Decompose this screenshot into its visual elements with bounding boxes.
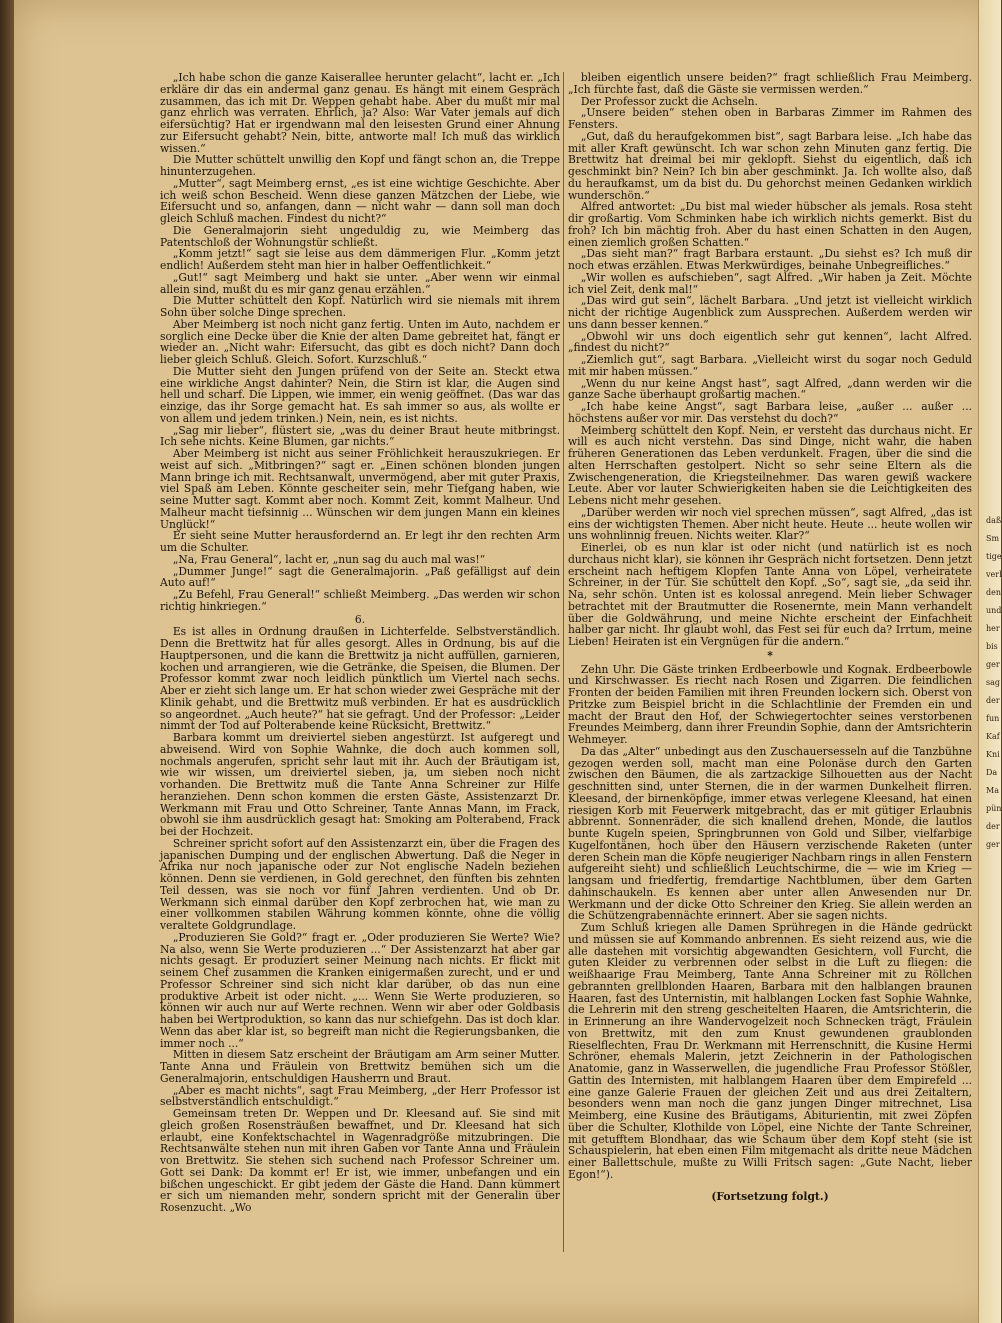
paragraph: Die Generalmajorin sieht ungeduldig zu, wie Meimberg das Patentschloß der Wohnungstür schließt.	[160, 223, 560, 249]
paragraph: „Komm jetzt!“ sagt sie leise aus dem dämmerigen Flur. „Komm jetzt endlich! Außerdem steht man hier in halber Oeffentlichkeit.“	[160, 247, 560, 272]
edge-fragment: pün	[986, 804, 1002, 813]
paragraph: „Ich habe keine Angst“, sagt Barbara leise, „außer ... außer ... höchstens außer vor mir. Das verstehst du doch?“	[568, 400, 972, 425]
left-column-paragraphs	[160, 72, 560, 613]
paragraph: Einerlei, ob es nun klar ist oder nicht (und natürlich ist es noch durchaus nicht klar), sie können ihr Gespräch nicht fortsetzen. Denn jetzt erscheint nach heftigem Klopfen Tante Anna von Löpel, verheiratete Schreiner, in der Tür. Sie schüttelt den Kopf. „So“, sagt sie, „da seid ihr. Na, sehr schön. Unten ist es kolossal anregend. Mein lieber Schwager betrachtet mit der Brautmutter die Rosenernte, mein Mann verhandelt über die Goldwährung, und meine Nichte erscheint der Einfachheit halber gar nicht. Ihr glaubt wohl, das Fest sei für euch da? Irrtum, meine Lieben! Heiraten ist ein Vergnügen für die andern.“	[568, 541, 972, 648]
paragraph: „Wir wollen es aufschieben“, sagt Alfred. „Wir haben ja Zeit. Möchte ich viel Zeit, denk mal!“	[568, 270, 972, 296]
paragraph: Die Mutter sieht den Jungen prüfend von der Seite an. Steckt etwa eine wirkliche Angst dahinter? Nein, die Stirn ist klar, die Augen sind hell und scharf. Die Lippen, wie immer, ein wenig geöffnet. (Das war das einzige, das ihr Sorge gemacht hat. Es sah immer so aus, als wollte er von allem und jedem trinken.) Nein, nein, es ist nichts.	[160, 364, 560, 425]
paragraph: bleiben eigentlich unsere beiden?“ fragt schließlich Frau Meimberg. „Ich fürchte fast, daß die Gäste sie vermissen werden.“	[568, 71, 972, 96]
paragraph: Die Mutter schüttelt unwillig den Kopf und fängt schon an, die Treppe hinunterzugehen.	[160, 153, 560, 178]
edge-fragment: sag	[986, 678, 1000, 687]
section-break-star: *	[767, 648, 773, 662]
edge-fragment: ger	[986, 840, 1000, 849]
paragraph: Barbara kommt um dreiviertel sieben angestürzt. Ist aufgeregt und abweisend. Wird von Sophie Wahnke, die doch auch kommen soll, nochmals angerufen, spricht sehr laut mit ihr. Auch der Bräutigam ist, wie wir wissen, um dreiviertel sieben, ja, um sieben noch nicht vorhanden. Die Brettwitz muß die Tante Anna Schreiner zur Hilfe heranziehen. Denn schon kommen die ersten Gäste, Assistenzarzt Dr. Werkmann mit Frau und Otto Schreiner, Tante Annas Mann, im Frack, obwohl sie ihm ausdrücklich gesagt hat: Smoking am Polterabend, Frack bei der Hochzeit.	[160, 731, 560, 838]
edge-fragment: Da	[986, 768, 998, 777]
edge-fragment: ger	[986, 660, 1000, 669]
paragraph: Aber Meimberg ist noch nicht ganz fertig. Unten im Auto, nachdem er sorglich eine Decke über die Knie der alten Dame gebreitet hat, fängt er wieder an. „Nicht wahr: Eifersucht, das gibt es doch nicht? Dann doch lieber gleich Schluß. Gleich. Sofort. Kurzschluß.“	[160, 317, 560, 366]
left-column-paragraphs-part2	[160, 626, 560, 1214]
edge-fragment: Kaf	[986, 732, 1000, 741]
paragraph: „Unsere beiden“ stehen oben in Barbaras Zimmer im Rahmen des Fensters.	[568, 106, 972, 131]
edge-fragment: fun	[986, 714, 1000, 723]
paragraph: Zehn Uhr. Die Gäste trinken Erdbeerbowle und Kognak. Erdbeerbowle und Kirschwasser. Es riecht nach Rosen und Zigarren. Die feindlichen Fronten der beiden Familien mit ihren Freunden lockern sich. Oberst von Pritzke zum Beispiel bricht in die Schlachtlinie der Fremden ein und macht der Braut den Hof, der Schwiegertochter seines verstorbenen Freundes Meimberg, dann ihrer Freundin Sophie, dann der Amtsrichterin Wehmeyer.	[568, 662, 972, 746]
paragraph: Die Mutter schüttelt den Kopf. Natürlich wird sie niemals mit ihrem Sohn über solche Dinge sprechen.	[160, 294, 560, 319]
paragraph: Er sieht seine Mutter herausfordernd an. Er legt ihr den rechten Arm um die Schulter.	[160, 529, 560, 554]
paragraph: Da das „Alter“ unbedingt aus den Zuschauersesseln auf die Tanzbühne gezogen werden soll, macht man eine Polonäse durch den Garten zwischen den Bäumen, die als zartzackige Silhouetten aus der Nacht geschnitten sind, unter Sternen, die in der warmen Dunkelheit flirren. Kleesand, der birnenköpfige, immer etwas verlegene Kleesand, hat einen riesigen Korb mit Feuerwerk mitgebracht, das er mit gütiger Erlaubnis abbrennt. Sonnenräder, die sich knallend drehen, Monde, die lautlos bunte Kugeln speien, Springbrunnen von Gold und Silber, vielfarbige Kugelfontänen, hoch über den Häusern verzischende Raketen (unter deren Schein man die Köpfe neugieriger Nachbarn rings in allen Fenstern aufgereiht sieht) und schließlich Leuchtschirme, die — wie im Krieg — langsam und friedfertig, fremdartige Nachtblumen, über dem Garten dahinschaukeln. Es kennen aber unter allen Anwesenden nur Dr. Werkmann und der dicke Otto Schreiner den Krieg. Sie allein werden an die Schützengrabennächte erinnert. Aber sie sagen nichts.	[568, 744, 972, 923]
paragraph: Aber Meimberg ist nicht aus seiner Fröhlichkeit herauszukriegen. Er weist auf sich. „Mitbringen?“ sagt er. „Einen schönen blonden jungen Mann bringe ich mit. Rechtsanwalt, unvermögend, aber mit guter Praxis, viel Spaß am Leben. Könnte gescheiter sein, mehr Tiefgang haben, wie seine Mutter sagt. Kommt aber noch. Kommt Zeit, kommt Malheur. Und Malheur macht tiefsinnig ... Wünschen wir dem jungen Mann ein kleines Unglück!“	[160, 447, 560, 531]
paragraph: „Ziemlich gut“, sagt Barbara. „Vielleicht wirst du sogar noch Geduld mit mir haben müssen.“	[568, 353, 972, 378]
right-column-paragraphs-part2	[568, 664, 972, 1181]
paragraph: „Das sieht man?“ fragt Barbara erstaunt. „Du siehst es? Ich muß dir noch etwas erzählen. Etwas Merkwürdiges, beinahe Unbegreifliches.“	[568, 247, 972, 272]
edge-fragment: bis	[986, 642, 998, 651]
paragraph: Schreiner spricht sofort auf den Assistenzarzt ein, über die Fragen des japanischen Dumping und der englischen Abwertung. Daß die Neger in Afrika nur noch japanische oder zur Not englische Nadeln beziehen können. Denn sie verdienen, in Gold gerechnet, den fünften bis zehnten Teil dessen, was sie noch vor fünf Jahren verdienten. Und ob Dr. Werkmann sich einmal darüber den Kopf zerbrochen hat, wie man zu einer vollkommen stabilen Währung kommen könnte, ohne die völlig veraltete Goldgrundlage.	[160, 836, 560, 932]
edge-fragment: Sm	[986, 534, 1000, 543]
paragraph: Zum Schluß kriegen alle Damen Sprühregen in die Hände gedrückt und müssen sie auf Kommando anbrennen. Es sieht reizend aus, wie die alle dastehen mit vorsichtig abgewandten Gesichtern, voll Furcht, die guten Kleider zu verbrennen oder selbst in die Luft zu fliegen: die weißhaarige Frau Meimberg, Tante Anna Schreiner mit zu Röllchen gebrannten grellblonden Haaren, Barbara mit den halblangen braunen Haaren, fast des Unternistin, mit halblangen Locken fast Sophie Wahnke, die Lehrerin mit den streng gescheitelten Haaren, die Amtsrichterin, die in Erinnerung an ihre Wandervogelzeit noch Schnecken trägt, Fräulein von Brettwitz, mit den zum Knust gewundenen graublonden Rieselflechten, Frau Dr. Werkmann mit Herrenschnitt, die Kusine Hermi Schröner, ehemals Malerin, jetzt Zeichnerin in der Pathologischen Anatomie, ganz in Wasserwellen, die jugendliche Frau Professor Stößler, Gattin des Internisten, mit halblangem Haaren über dem Empirefeld ... eine ganze Galerie Frauen der gleichen Zeit und aus drei Zeitaltern, besonders wenn man noch die ganz jungen Dinger mitrechnet, Lisa Meimberg, eine Kusine des Bräutigams, Abiturientin, mit zwei Zöpfen über die Schulter, Klothilde von Löpel, eine Nichte der Tante Schreiner, mit getufftem Blondhaar, das wie Schaum über dem Kopf steht (sie ist Schauspielerin, hat eben einen Film mitgemacht als dritte neue Mädchen einer Ballettschule, mußte zu Willi Fritsch sagen: „Gute Nacht, lieber Egon!“).	[568, 921, 972, 1181]
continuation-note: (Fortsetzung folgt.)	[711, 1189, 829, 1203]
edge-fragment: und	[986, 606, 1002, 615]
edge-fragment: Ma	[986, 786, 999, 795]
adjacent-page-text	[986, 512, 1000, 854]
paragraph: „Ich habe schon die ganze Kaiserallee herunter gelacht“, lacht er. „Ich erkläre dir das ein andermal ganz genau. Es hängt mit einem Gespräch zusammen, das ich mit Dr. Weppen gehabt habe. Aber du mußt mir mal ganz ehrlich was verraten. Ehrlich, ja? Also: War Vater jemals auf dich eifersüchtig? Hat er irgendwann mal den leisesten Grund einer Ahnung zur Eifersucht gehabt? Nein, bitte, antworte mal! Ich muß das wirklich wissen.“	[160, 71, 560, 155]
edge-fragment: verl	[986, 570, 1002, 579]
paragraph: „Darüber werden wir noch viel sprechen müssen“, sagt Alfred, „das ist eins der wichtigsten Themen. Aber nicht heute. Heute ... heute wollen wir uns wohnlinnig freuen. Nichts weiter. Klar?“	[568, 505, 972, 543]
article-right-column	[568, 72, 972, 1252]
edge-fragment: tige	[986, 552, 1002, 561]
paragraph: „Sag mir lieber“, flüstert sie, „was du deiner Braut heute mitbringst. Ich sehe nichts. Keine Blumen, gar nichts.“	[160, 423, 560, 449]
edge-fragment: der	[986, 822, 1000, 831]
paragraph: „Das wird gut sein“, lächelt Barbara. „Und jetzt ist vielleicht wirklich nicht der richtige Augenblick zum Aussprechen. Außerdem werden wir uns dann besser kennen.“	[568, 294, 972, 331]
paragraph: „Wenn du nur keine Angst hast“, sagt Alfred, „dann werden wir die ganze Sache überhaupt großartig machen.“	[568, 376, 972, 402]
paragraph: „Produzieren Sie Gold?“ fragt er. „Oder produzieren Sie Werte? Wie? Na also, wenn Sie Werte produzieren ...“ Der Assistenzarzt hat aber gar nichts gesagt. Er produziert seiner Meinung nach nichts. Er flickt mit seinem Chef zusammen die Kranken einigermaßen zurecht, und er und Professor Schreiner sind sich nicht klar darüber, ob das nun eine produktive Arbeit ist oder nicht. „... Wenn Sie Werte produzieren, so können wir auch nur auf Werte rechnen. Wenn wir aber oder Goldbasis haben bei Wertproduktion, so kann das nur schiefgehn. Das ist doch klar. Wenn das aber klar ist, so begreift man nicht die Regierungsbanken, die immer noch ...“	[160, 930, 560, 1050]
paragraph: Gemeinsam treten Dr. Weppen und Dr. Kleesand auf. Sie sind mit gleich großen Rosensträußen bewaffnet, und Dr. Kleesand hat sich erlaubt, eine Konfektschachtel in Wagenradgröße mitzubringen. Die Rechtsanwälte stehen nun mit ihren Gaben vor Tante Anna und Fräulein von Brettwitz. Sie stehen sich suchend nach Professor Schreiner um. Gott sei Dank: Da kommt er! Er ist, wie immer, unbefangen und ein bißchen ungeschickt. Er gibt jedem der Gäste die Hand. Dann kümmert er sich um niemanden mehr, sondern spricht mit der Generalin über Rosenzucht. „Wo	[160, 1107, 560, 1214]
paragraph: Es ist alles in Ordnung draußen in Lichterfelde. Selbstverständlich. Denn die Brettwitz hat für alles gesorgt. Alles in Ordnung, bis auf die Hauptpersonen, und die kann die Brettwitz ja nicht auffüllen, garnieren, kochen und arrangieren, wie die Getränke, die Speisen, die Blumen. Der Professor kommt zwar noch leidlich pünktlich um Viertel nach sechs. Aber er zieht sich lange um. Er hat schon wieder zwei Gespräche mit der Klinik gehabt, und die Brettwitz muß verbinden. Er hat es ausdrücklich so angeordnet. „Auch heute?“ hat sie gefragt. Und der Professor: „Leider nimmt der Tod auf Polterabende keine Rücksicht, Brettwitz.“	[160, 625, 560, 733]
column-rule	[563, 72, 564, 1252]
edge-fragment: Kni	[986, 750, 1000, 759]
right-column-paragraphs	[568, 72, 972, 648]
paragraph: „Obwohl wir uns doch eigentlich sehr gut kennen“, lacht Alfred. „findest du nicht?“	[568, 329, 972, 355]
section-number: 6.	[354, 612, 366, 626]
paragraph: „Mutter“, sagt Meimberg ernst, „es ist eine wichtige Geschichte. Aber ich weiß schon Bescheid. Wenn diese ganzen Mätzchen der Liebe, wie Eifersucht und so, anfangen, dann — nicht wahr — dann soll man doch gleich Schluß machen. Findest du nicht?“	[160, 176, 560, 225]
paragraph: Der Professor zuckt die Achseln.	[580, 94, 758, 108]
edge-fragment: der	[986, 696, 1000, 705]
paragraph: „Aber es macht nichts“, sagt Frau Meimberg, „der Herr Professor ist selbstverständlich entschuldigt.“	[160, 1083, 560, 1109]
edge-fragment: her	[986, 624, 1000, 633]
paragraph: Mitten in diesem Satz erscheint der Bräutigam am Arm seiner Mutter. Tante Anna und Fräulein von Brettwitz bemühen sich um die Generalmajorin, entschuldigen Hausherrn und Braut.	[160, 1048, 560, 1085]
edge-fragment: daß	[986, 516, 1002, 525]
paragraph: Alfred antwortet: „Du bist mal wieder hübscher als jemals. Rosa steht dir großartig. Vom Schminken habe ich wirklich nichts gemerkt. Bist du froh? Ich bin mächtig froh. Aber du hast einen Schatten in den Augen, einen ziemlich großen Schatten.“	[568, 200, 972, 249]
paragraph: „Na, Frau General“, lacht er, „nun sag du auch mal was!“	[172, 552, 486, 566]
paragraph: „Gut, daß du heraufgekommen bist“, sagt Barbara leise. „Ich habe das mit aller Kraft gewünscht. Ich war schon zehn Minuten ganz fertig. Die Brettwitz hat dreimal bei mir geklopft. Siehst du eigentlich, daß ich geschminkt bin? Nein? Ich bin aber geschminkt. Ja. Ich wollte also, daß du heraufkamst, um da bist du. Du gehorchst meinen Gedanken wirklich wunderschön.“	[568, 129, 972, 202]
paragraph: Meimberg schüttelt den Kopf. Nein, er versteht das durchaus nicht. Er will es auch nicht verstehn. Das sind Dinge, nicht wahr, die haben früheren Generationen das Leben verdunkelt. Fragen, über die sind die alten Herrschaften gestolpert. Nicht so sehr seine Eltern als die Zwischengeneration, die Kriegsteilnehmer. Das waren gewiß wackere Leute. Aber vor lauter Schwierigkeiten haben sie die Leichtigkeiten des Lebens nicht mehr gesehen.	[568, 423, 972, 507]
paragraph: „Dummer Junge!“ sagt die Generalmajorin. „Paß gefälligst auf dein Auto auf!“	[160, 564, 560, 590]
paragraph: „Zu Befehl, Frau General!“ schließt Meimberg. „Das werden wir schon richtig hinkriegen.“	[160, 588, 560, 613]
paragraph: „Gut!“ sagt Meimberg und hakt sie unter. „Aber wenn wir einmal allein sind, mußt du es mir ganz genau erzählen.“	[160, 270, 560, 296]
edge-fragment: den	[986, 588, 1002, 597]
article-left-column	[160, 72, 560, 1252]
